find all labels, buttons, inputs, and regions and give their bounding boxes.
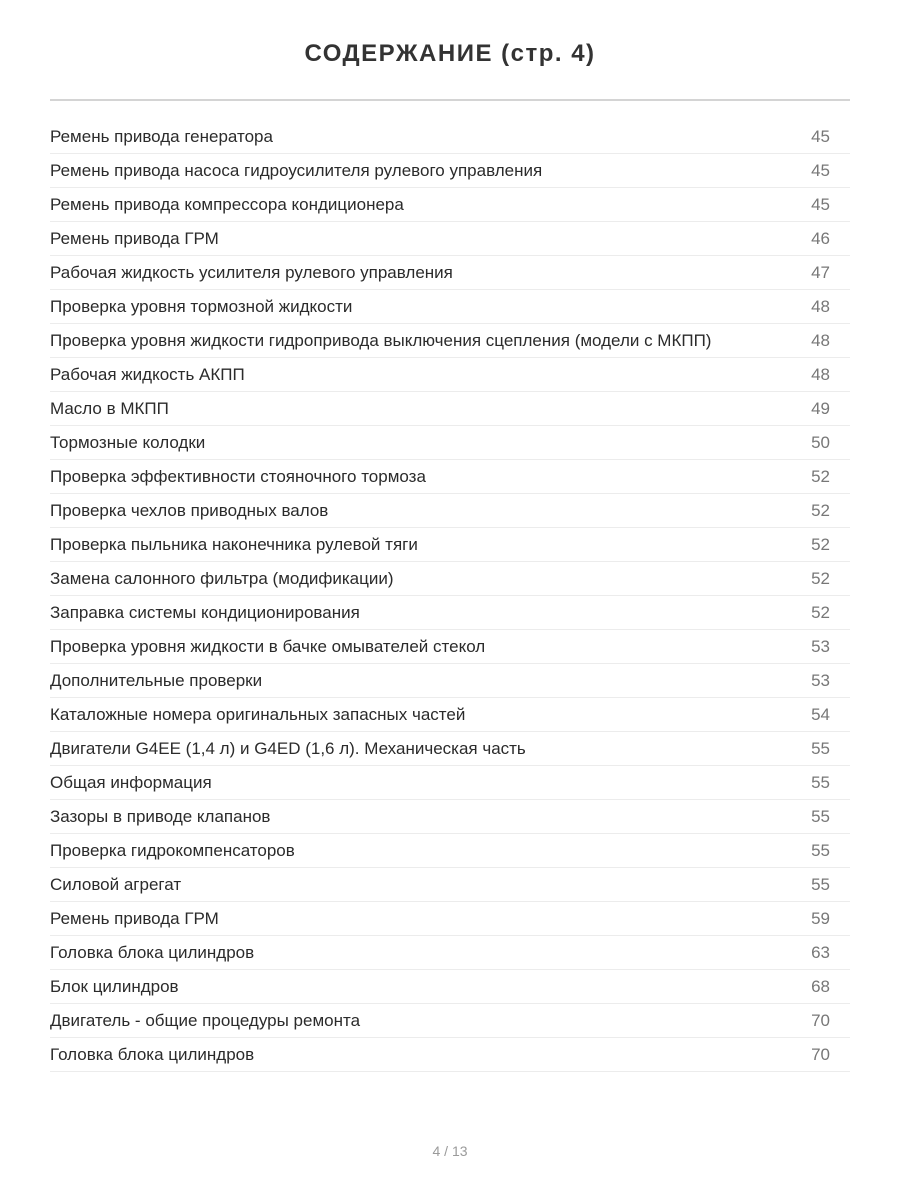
toc-entry-title[interactable]: Проверка гидрокомпенсаторов [50, 840, 295, 860]
toc-entry-page-number: 52 [811, 602, 830, 622]
toc-entry-title[interactable]: Головка блока цилиндров [50, 942, 255, 962]
toc-entry-title[interactable]: Проверка пыльника наконечника рулевой тяги [50, 534, 418, 554]
title-divider [50, 99, 850, 101]
toc-entry[interactable] [50, 358, 850, 392]
toc-entry[interactable] [50, 732, 850, 766]
toc-entry-title[interactable]: Ремень привода ГРМ [50, 228, 219, 248]
toc-entry[interactable] [50, 1038, 850, 1072]
toc-entry-title[interactable]: Рабочая жидкость усилителя рулевого управления [50, 262, 453, 282]
toc-entry-title[interactable]: Двигатель - общие процедуры ремонта [50, 1010, 361, 1030]
toc-entry[interactable] [50, 596, 850, 630]
toc-entry[interactable] [50, 290, 850, 324]
toc-entry-title[interactable]: Рабочая жидкость АКПП [50, 364, 245, 384]
toc-entry[interactable] [50, 698, 850, 732]
toc-entry-page-number: 54 [811, 704, 830, 724]
toc-entry-page-number: 63 [811, 942, 830, 962]
toc-entry-title[interactable]: Заправка системы кондиционирования [50, 602, 360, 622]
toc-entry-page-number: 52 [811, 466, 830, 486]
toc-entry-page-number: 47 [811, 262, 830, 282]
toc-entry-page-number: 68 [811, 976, 830, 996]
toc-entry-title[interactable]: Ремень привода генератора [50, 126, 273, 146]
toc-entry-page-number: 48 [811, 364, 830, 384]
toc-entry-title[interactable]: Ремень привода насоса гидроусилителя рулевого управления [50, 160, 543, 180]
toc-entry-page-number: 45 [811, 160, 830, 180]
toc-entry[interactable] [50, 664, 850, 698]
toc-entry-title[interactable]: Двигатели G4EE (1,4 л) и G4ED (1,6 л). Механическая часть [50, 738, 526, 758]
toc-entry-page-number: 49 [811, 398, 830, 418]
toc-entry-title[interactable]: Головка блока цилиндров [50, 1044, 255, 1064]
toc-entry[interactable] [50, 256, 850, 290]
toc-entry-title[interactable]: Общая информация [50, 772, 212, 792]
toc-entry-page-number: 48 [811, 296, 830, 316]
toc-entry[interactable] [50, 630, 850, 664]
toc-entry-page-number: 45 [811, 194, 830, 214]
toc-list [50, 120, 850, 1072]
toc-entry-title[interactable]: Проверка уровня жидкости в бачке омывателей стекол [50, 636, 486, 656]
toc-entry-title[interactable]: Проверка эффективности стояночного тормоза [50, 466, 426, 486]
toc-entry-title[interactable]: Ремень привода ГРМ [50, 908, 219, 928]
toc-entry-page-number: 55 [811, 874, 830, 894]
toc-entry-title[interactable]: Проверка уровня жидкости гидропривода выключения сцепления (модели с МКПП) [50, 330, 712, 350]
toc-entry-page-number: 52 [811, 534, 830, 554]
toc-entry[interactable] [50, 936, 850, 970]
toc-entry-title[interactable]: Ремень привода компрессора кондиционера [50, 194, 404, 214]
toc-entry-title[interactable]: Замена салонного фильтра (модификации) [50, 568, 394, 588]
toc-entry-title[interactable]: Силовой агрегат [50, 874, 182, 894]
toc-entry-title[interactable]: Блок цилиндров [50, 976, 179, 996]
toc-entry[interactable] [50, 426, 850, 460]
toc-entry-title[interactable]: Проверка уровня тормозной жидкости [50, 296, 353, 316]
toc-entry[interactable] [50, 188, 850, 222]
toc-entry-title[interactable]: Каталожные номера оригинальных запасных частей [50, 704, 466, 724]
toc-entry-page-number: 70 [811, 1010, 830, 1030]
toc-entry-title[interactable]: Тормозные колодки [50, 432, 206, 452]
toc-entry-page-number: 55 [811, 738, 830, 758]
toc-entry-page-number: 52 [811, 568, 830, 588]
toc-entry-page-number: 46 [811, 228, 830, 248]
toc-entry-page-number: 53 [811, 636, 830, 656]
toc-entry[interactable] [50, 902, 850, 936]
toc-entry-page-number: 59 [811, 908, 830, 928]
toc-entry-title[interactable]: Проверка чехлов приводных валов [50, 500, 329, 520]
toc-entry-page-number: 55 [811, 806, 830, 826]
toc-entry[interactable] [50, 120, 850, 154]
toc-entry[interactable] [50, 392, 850, 426]
page-title: СОДЕРЖАНИЕ (стр. 4) [304, 40, 596, 67]
toc-entry[interactable] [50, 562, 850, 596]
toc-entry[interactable] [50, 970, 850, 1004]
toc-entry-page-number: 50 [811, 432, 830, 452]
toc-entry-page-number: 45 [811, 126, 830, 146]
page-indicator: 4 / 13 [432, 1143, 468, 1159]
toc-entry[interactable] [50, 800, 850, 834]
toc-entry-title[interactable]: Зазоры в приводе клапанов [50, 806, 271, 826]
toc-entry-title[interactable]: Дополнительные проверки [50, 670, 263, 690]
toc-entry-page-number: 53 [811, 670, 830, 690]
toc-entry[interactable] [50, 494, 850, 528]
toc-entry-title[interactable]: Масло в МКПП [50, 398, 169, 418]
toc-entry[interactable] [50, 868, 850, 902]
toc-entry-page-number: 55 [811, 840, 830, 860]
toc-entry[interactable] [50, 528, 850, 562]
toc-entry-page-number: 55 [811, 772, 830, 792]
toc-entry[interactable] [50, 460, 850, 494]
toc-entry-page-number: 70 [811, 1044, 830, 1064]
toc-entry[interactable] [50, 324, 850, 358]
toc-entry[interactable] [50, 1004, 850, 1038]
toc-entry-page-number: 52 [811, 500, 830, 520]
toc-entry[interactable] [50, 766, 850, 800]
toc-entry[interactable] [50, 834, 850, 868]
toc-entry-page-number: 48 [811, 330, 830, 350]
toc-entry[interactable] [50, 222, 850, 256]
toc-entry[interactable] [50, 154, 850, 188]
